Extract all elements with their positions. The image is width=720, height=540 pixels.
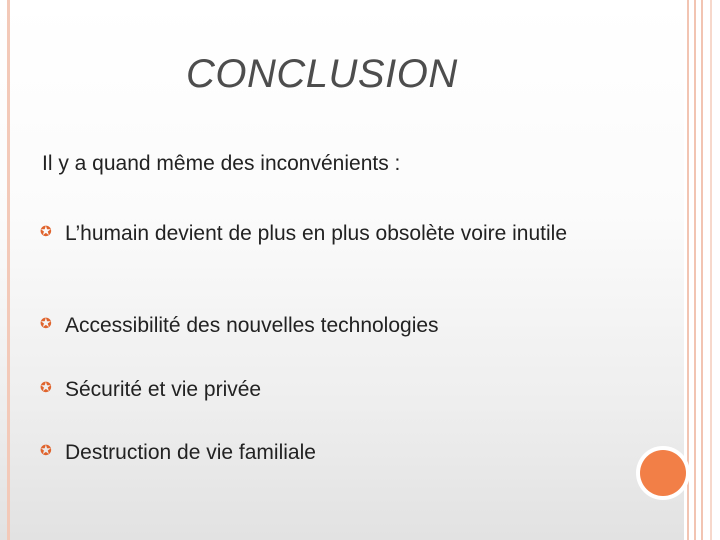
bullet-item [40,310,600,342]
bullet-item [40,437,600,469]
bullet-marker-icon: ✪ [40,379,52,395]
bullet-marker-icon: ✪ [40,223,52,239]
rule-line [710,0,712,540]
rule-line [701,0,703,540]
bullet-marker-icon: ✪ [40,442,52,458]
intro-text: Il y a quand même des inconvénients : [42,152,401,175]
bullet-text: Accessibilité des nouvelles technologies [65,314,439,337]
bullet-text: Sécurité et vie privée [65,378,262,401]
bullet-item [40,374,600,406]
decorative-circle-icon [640,450,686,496]
rule-line [694,0,696,540]
bullet-text: Destruction de vie familiale [65,441,316,464]
rule-line [687,0,689,540]
right-decorative-rules [684,0,720,540]
slide-title: CONCLUSION [186,52,458,96]
bullet-item [40,218,600,250]
bullet-marker-icon: ✪ [40,315,52,331]
bullet-text: L’humain devient de plus en plus obsolète voire inutile [65,222,568,245]
left-border-rule [7,0,10,540]
